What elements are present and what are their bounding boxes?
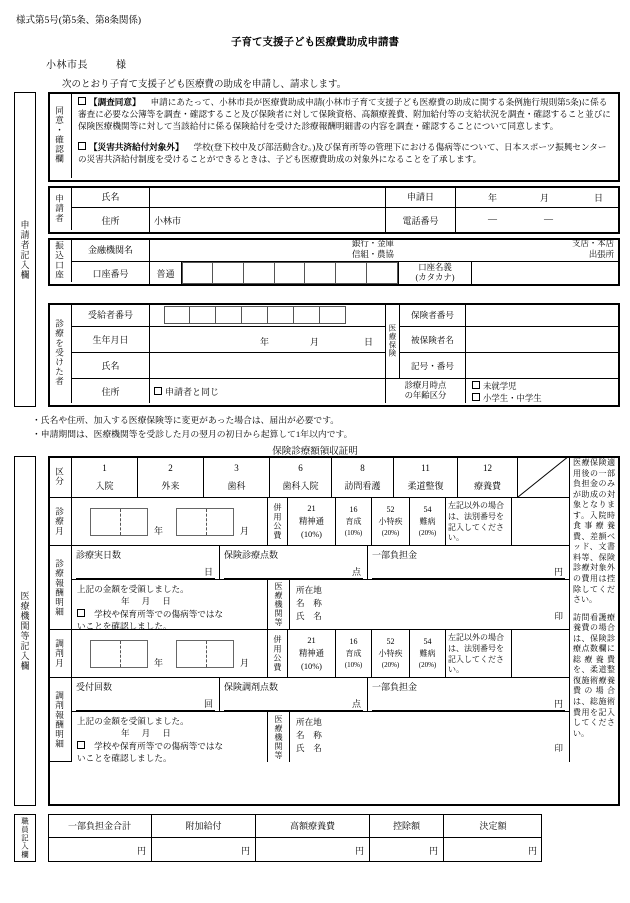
account-digit-cell[interactable]	[367, 262, 398, 284]
pharmacy-points-unit: 点	[224, 697, 363, 711]
addressee-name: 小林市長	[46, 60, 88, 71]
receipt-section-title: 保険診療額領収証明	[272, 447, 358, 457]
rail-institution-label: 医療機関等記入欄	[19, 591, 30, 671]
account-number-input[interactable]	[182, 262, 398, 284]
insured-name-label: 被保険者名	[400, 327, 466, 353]
patient-address-label: 住所	[72, 379, 150, 403]
page-title: 子育て支援子ども医療費助成申請書	[231, 37, 399, 48]
staff-col-header-3: 控除額	[370, 814, 444, 838]
checkbox-preschool[interactable]	[472, 381, 480, 389]
pharmacy-kouhi-other-note: 左記以外の場合は、法別番号を記入してください。	[446, 630, 512, 678]
patient-address-input[interactable]	[150, 379, 386, 403]
kouhi-code: 16	[349, 504, 358, 514]
recipient-digit-cell[interactable]	[320, 306, 346, 324]
patient-name-input[interactable]	[150, 353, 386, 379]
pharmacy-month-label: 調剤月	[48, 630, 72, 678]
side-note-medical-coverage: 医療保険適用後の一部負担金のみが助成の対象となります。入院時食事療養費、差額ベッド、文書料等、保険診療対象外の費用は控除してください。	[573, 458, 615, 605]
category-num: 3	[234, 462, 239, 473]
side-note-home-nursing: 訪問看護療養費の場合は、保険診療点数欄に総療養費を、柔道整復施術療養費の場合は、総施術費用を記入してください。	[573, 612, 615, 738]
medical-year-unit: 年	[154, 526, 164, 536]
kouhi-rate: (10%)	[301, 662, 322, 671]
consent-section-label	[48, 92, 72, 178]
medical-receipt-text: 上記の金額を受領しました。	[77, 584, 189, 594]
medical-inst-name-label: 名 称	[296, 597, 322, 608]
phone-separator-2: —	[544, 214, 553, 224]
patient-name-label: 氏名	[72, 353, 150, 379]
kouhi-label: 併用公費	[268, 498, 288, 546]
medical-receipt-date[interactable]: 年月日	[121, 596, 183, 606]
kouhi-col-52[interactable]	[372, 498, 410, 546]
medical-days-label: 診療実日数	[76, 550, 122, 560]
pharmacy-copay-label: 一部負担金	[372, 682, 418, 692]
staff-value-3[interactable]: 円	[370, 838, 444, 862]
consent-item-disaster-body: 学校(登下校中及び部活動含む。)及び保育所等の管理下における傷病等について、日本スポーツ振興センターの災害共済給付制度を受けることができるときは、子ども医療費助成の対象外になることを了承します。	[78, 142, 607, 165]
patient-birth-input[interactable]	[150, 327, 386, 353]
category-num: 6	[298, 462, 303, 473]
staff-value-2[interactable]: 円	[256, 838, 370, 862]
account-digit-cell[interactable]	[213, 262, 244, 284]
recipient-digit-cell[interactable]	[242, 306, 268, 324]
apply-date-day-unit: 日	[594, 193, 604, 203]
pharmacy-kouhi-col-21[interactable]	[288, 630, 336, 678]
age-class-label: 診療月時点 の年齢区分	[386, 379, 466, 403]
apply-date-year-unit: 年	[488, 193, 498, 203]
kouhi-spare-cell[interactable]	[512, 498, 570, 546]
same-as-applicant-label: 申請者と同じ	[165, 386, 220, 397]
form-number: 様式第5号(第5条、第8条関係)	[16, 16, 142, 26]
category-col-6	[270, 456, 332, 498]
kouhi-rate: (10%)	[301, 530, 322, 539]
symbol-number-input[interactable]	[466, 353, 618, 379]
birth-year-unit: 年	[260, 337, 270, 347]
kouhi-rate: (10%)	[344, 529, 363, 538]
staff-value-0[interactable]: 円	[48, 838, 152, 862]
medical-seal-mark: 印	[554, 610, 563, 621]
medical-points-label: 保険診療点数	[224, 550, 279, 560]
kouhi-name: 難病	[419, 517, 436, 527]
staff-col-header-1: 附加給付	[152, 814, 256, 838]
kouhi-other-note: 左記以外の場合は、法別番号を記入してください。	[446, 498, 512, 546]
rail-staff-section	[14, 814, 36, 862]
consent-item-survey-body: 申請にあたって、小林市長が医療費助成申請(小林市子育て支援子ども医療費の助成に関する条例施行規則第5条)に係る審査に必要な公簿等を調査・確認すること及び保険者に対して保険資格、高額療養費、附加給付等の支給状況を調査・確認すること並びに保険医療機関等に対して当該給付に係る保険給付を受けた診療報酬明細書の内容を調査・確認することについて同意します。	[78, 97, 611, 132]
phone-input[interactable]	[456, 208, 618, 232]
note-line-1: ・氏名や住所、加入する医療保険等に変更があった場合は、届出が必要です。	[32, 415, 340, 425]
category-num: 11	[421, 462, 430, 473]
pharmacy-kouhi-col-54[interactable]	[410, 630, 446, 678]
staff-value-1[interactable]: 円	[152, 838, 256, 862]
bank-kind-options: 銀行・金庫 信組・農協	[352, 239, 394, 259]
receipt-side-notes	[570, 456, 618, 804]
pharmacy-points-field[interactable]	[220, 678, 368, 712]
pharmacy-month-unit: 月	[240, 658, 250, 668]
pharmacy-institution-fields[interactable]	[290, 712, 570, 762]
category-col-empty	[518, 456, 570, 498]
pharmacy-count-unit: 回	[76, 697, 215, 711]
checkbox-disaster-exclusion[interactable]	[78, 142, 86, 150]
pharmacy-inst-person-row	[296, 742, 563, 755]
pharmacy-year-unit: 年	[154, 658, 164, 668]
pharmacy-month-box[interactable]	[176, 640, 234, 668]
kouhi-code: 54	[423, 636, 432, 646]
pharmacy-receipt-text: 上記の金額を受領しました。	[77, 716, 189, 726]
recipient-digit-cell[interactable]	[268, 306, 294, 324]
category-num: 12	[482, 462, 492, 473]
recipient-number-input[interactable]	[150, 303, 386, 327]
birth-day-unit: 日	[364, 337, 374, 347]
pharmacy-count-field[interactable]	[72, 678, 220, 712]
medical-month-unit: 月	[240, 526, 250, 536]
kouhi-rate: (20%)	[381, 661, 400, 670]
pharmacy-school-confirm[interactable]: 学校や保育所等での傷病等ではな	[77, 740, 262, 752]
applicant-name-input[interactable]	[150, 186, 386, 208]
applicant-address-input[interactable]: 小林市	[150, 208, 386, 232]
patient-section-label	[48, 303, 72, 403]
medical-copay-unit: 円	[372, 565, 565, 579]
pharmacy-copay-field[interactable]	[368, 678, 570, 712]
addressee-honorific: 様	[116, 60, 127, 71]
patient-label-text: 診療を受けた者	[54, 319, 65, 387]
pharmacy-points-label: 保険調剤点数	[224, 682, 279, 692]
kouhi-rate: (10%)	[344, 661, 363, 670]
pharmacy-kouhi-col-52[interactable]	[372, 630, 410, 678]
consent-item-survey-title: 【調査同意】	[89, 97, 141, 107]
age-option-preschool[interactable]: 未就学児	[472, 381, 618, 393]
kouhi-code: 54	[423, 504, 432, 514]
kouhi-name: 小特疾	[378, 517, 403, 527]
category-name: 療養費	[473, 480, 501, 491]
category-name: 入院	[95, 480, 114, 491]
kouhi-name: 難病	[419, 649, 436, 659]
category-num: 2	[168, 462, 173, 473]
category-col-11	[394, 456, 458, 498]
medical-institution-rail: 医療機関等	[268, 580, 290, 630]
medical-month-box[interactable]	[176, 508, 234, 536]
category-num: 8	[360, 462, 365, 473]
bank-branch-options: 支店・本店 出張所	[572, 239, 614, 259]
kouhi-col-16[interactable]	[336, 498, 372, 546]
insurer-number-label: 保険者番号	[400, 303, 466, 327]
consent-item-disaster[interactable]	[78, 141, 614, 165]
consent-label-text: 同意・確認欄	[54, 106, 65, 164]
symbol-number-label: 記号・番号	[400, 353, 466, 379]
recipient-digit-cell[interactable]	[164, 306, 190, 324]
phone-separator-1: —	[488, 214, 497, 224]
account-type[interactable]: 普通	[150, 262, 182, 284]
pharmacy-detail-label: 調剤報酬明細	[48, 678, 72, 762]
category-col-1	[72, 456, 138, 498]
account-digit-cell[interactable]	[275, 262, 306, 284]
kouhi-name: 育成	[345, 517, 362, 527]
recipient-digit-cell[interactable]	[216, 306, 242, 324]
kouhi-name: 小特疾	[378, 649, 403, 659]
account-digit-cell[interactable]	[244, 262, 275, 284]
applicant-label-text: 申請者	[54, 193, 65, 223]
pharmacy-copay-unit: 円	[372, 697, 565, 711]
account-holder-input[interactable]	[472, 262, 618, 284]
account-digit-cell[interactable]	[182, 262, 213, 284]
medical-copay-label: 一部負担金	[372, 550, 418, 560]
category-row-label: 区分	[48, 456, 72, 498]
rail-applicant-section	[14, 92, 36, 407]
medical-institution-fields[interactable]	[290, 580, 570, 630]
apply-date-input[interactable]	[456, 186, 618, 208]
kouhi-rate: (20%)	[418, 529, 437, 538]
kouhi-code: 21	[307, 503, 316, 513]
medical-inst-person-row	[296, 610, 563, 623]
applicant-section-label	[48, 186, 72, 230]
pharmacy-inst-name-label: 名 称	[296, 729, 322, 740]
pharmacy-school-confirm-line2: いことを確認しました。	[77, 753, 172, 763]
kouhi-code: 52	[386, 636, 395, 646]
recipient-digit-cell[interactable]	[190, 306, 216, 324]
age-class-options[interactable]	[466, 379, 618, 403]
insurer-number-input[interactable]	[466, 303, 618, 327]
apply-date-label: 申請日	[386, 186, 456, 208]
bank-section-label	[48, 238, 72, 282]
medical-days-field[interactable]	[72, 546, 220, 580]
staff-col-header-4: 決定額	[444, 814, 542, 838]
staff-value-4[interactable]: 円	[527, 845, 537, 856]
rail-staff-label: 職員記入欄	[20, 817, 30, 859]
kouhi-col-54[interactable]	[410, 498, 446, 546]
category-name: 外来	[161, 480, 180, 491]
checkbox-student[interactable]	[472, 393, 480, 401]
medical-month-input[interactable]	[72, 498, 268, 546]
medical-inst-address-label: 所在地	[296, 585, 322, 595]
medical-inst-person-label: 氏 名	[296, 610, 322, 621]
kouhi-name: 精神通	[298, 648, 325, 658]
category-name: 訪問看護	[344, 480, 381, 491]
applicant-name-label: 氏名	[72, 186, 150, 208]
pharmacy-month-input[interactable]	[72, 630, 268, 678]
age-option-student[interactable]: 小学生・中学生	[472, 393, 618, 405]
kouhi-code: 16	[349, 636, 358, 646]
diagonal-strike-icon	[518, 456, 570, 498]
note-line-2: ・申請期間は、医療機関等を受診した月の翌月の初日から起算して1年以内です。	[32, 429, 353, 439]
pharmacy-inst-person-label: 氏 名	[296, 742, 322, 753]
checkbox-survey-consent[interactable]	[78, 97, 86, 105]
medical-points-unit: 点	[224, 565, 363, 579]
category-name: 歯科	[227, 480, 246, 491]
bank-label-text: 振込口座	[54, 240, 65, 280]
kouhi-code: 52	[386, 504, 395, 514]
medical-school-confirm[interactable]: 学校や保育所等での傷病等ではな	[77, 608, 262, 620]
account-digit-cell[interactable]	[305, 262, 336, 284]
checkbox-medical-not-school[interactable]	[77, 609, 85, 617]
category-col-12	[458, 456, 518, 498]
staff-col-header-2: 高額療養費	[256, 814, 370, 838]
category-name: 歯科入院	[282, 480, 319, 491]
consent-item-survey[interactable]	[78, 96, 614, 133]
staff-col-header-0: 一部負担金合計	[48, 814, 152, 838]
pharmacy-kouhi-col-16[interactable]	[336, 630, 372, 678]
recipient-number-label: 受給者番号	[72, 303, 150, 327]
medical-days-unit: 日	[76, 565, 215, 579]
account-holder-label: 口座名義 (カタカナ)	[398, 262, 472, 284]
bank-name-label: 金融機関名	[72, 238, 150, 262]
patient-birth-label: 生年月日	[72, 327, 150, 353]
account-digit-cell[interactable]	[336, 262, 367, 284]
medical-points-field[interactable]	[220, 546, 368, 580]
recipient-digit-cell[interactable]	[294, 306, 320, 324]
category-col-8	[332, 456, 394, 498]
medical-year-box[interactable]	[90, 508, 148, 536]
category-col-2	[138, 456, 204, 498]
kouhi-col-21[interactable]	[288, 498, 336, 546]
phone-label: 電話番号	[386, 208, 456, 232]
pharmacy-year-box[interactable]	[90, 640, 148, 668]
medical-detail-label: 診療報酬明細	[48, 546, 72, 630]
category-col-3	[204, 456, 270, 498]
medical-month-label: 診療月	[48, 498, 72, 546]
consent-item-disaster-title: 【災害共済給付対象外】	[89, 142, 184, 152]
kouhi-code: 21	[307, 635, 316, 645]
checkbox-pharmacy-not-school[interactable]	[77, 741, 85, 749]
pharmacy-kouhi-label: 併用公費	[268, 630, 288, 678]
rail-applicant-label: 申請者記入欄	[19, 219, 30, 280]
kouhi-name: 育成	[345, 649, 362, 659]
account-number-label: 口座番号	[72, 262, 150, 284]
pharmacy-inst-address-label: 所在地	[296, 717, 322, 727]
kouhi-rate: (20%)	[381, 529, 400, 538]
pharmacy-kouhi-spare-cell[interactable]	[512, 630, 570, 678]
category-name: 柔道整復	[407, 480, 444, 491]
addressee	[46, 56, 127, 71]
apply-date-month-unit: 月	[540, 193, 550, 203]
lead-text: 次のとおり子育て支援子ども医療費の助成を申請し、請求します。	[62, 80, 347, 90]
pharmacy-seal-mark: 印	[554, 742, 563, 753]
pharmacy-count-label: 受付回数	[76, 682, 113, 692]
pharmacy-institution-rail: 医療機関等	[268, 712, 290, 762]
insurance-rail-label: 医療保険	[386, 303, 400, 379]
category-num: 1	[102, 462, 107, 473]
kouhi-rate: (20%)	[418, 661, 437, 670]
pharmacy-receipt-confirm[interactable]	[72, 712, 268, 762]
medical-copay-field[interactable]	[368, 546, 570, 580]
applicant-address-label: 住所	[72, 208, 150, 232]
medical-school-confirm-line2: いことを確認しました。	[77, 621, 172, 631]
pharmacy-receipt-date[interactable]: 年月日	[121, 728, 183, 738]
medical-receipt-confirm[interactable]	[72, 580, 268, 630]
checkbox-same-as-applicant[interactable]	[154, 387, 162, 395]
bank-name-input[interactable]	[150, 238, 618, 262]
insured-name-input[interactable]	[466, 327, 618, 353]
rail-institution-section	[14, 456, 36, 806]
kouhi-name: 精神通	[298, 516, 325, 526]
birth-month-unit: 月	[310, 337, 320, 347]
